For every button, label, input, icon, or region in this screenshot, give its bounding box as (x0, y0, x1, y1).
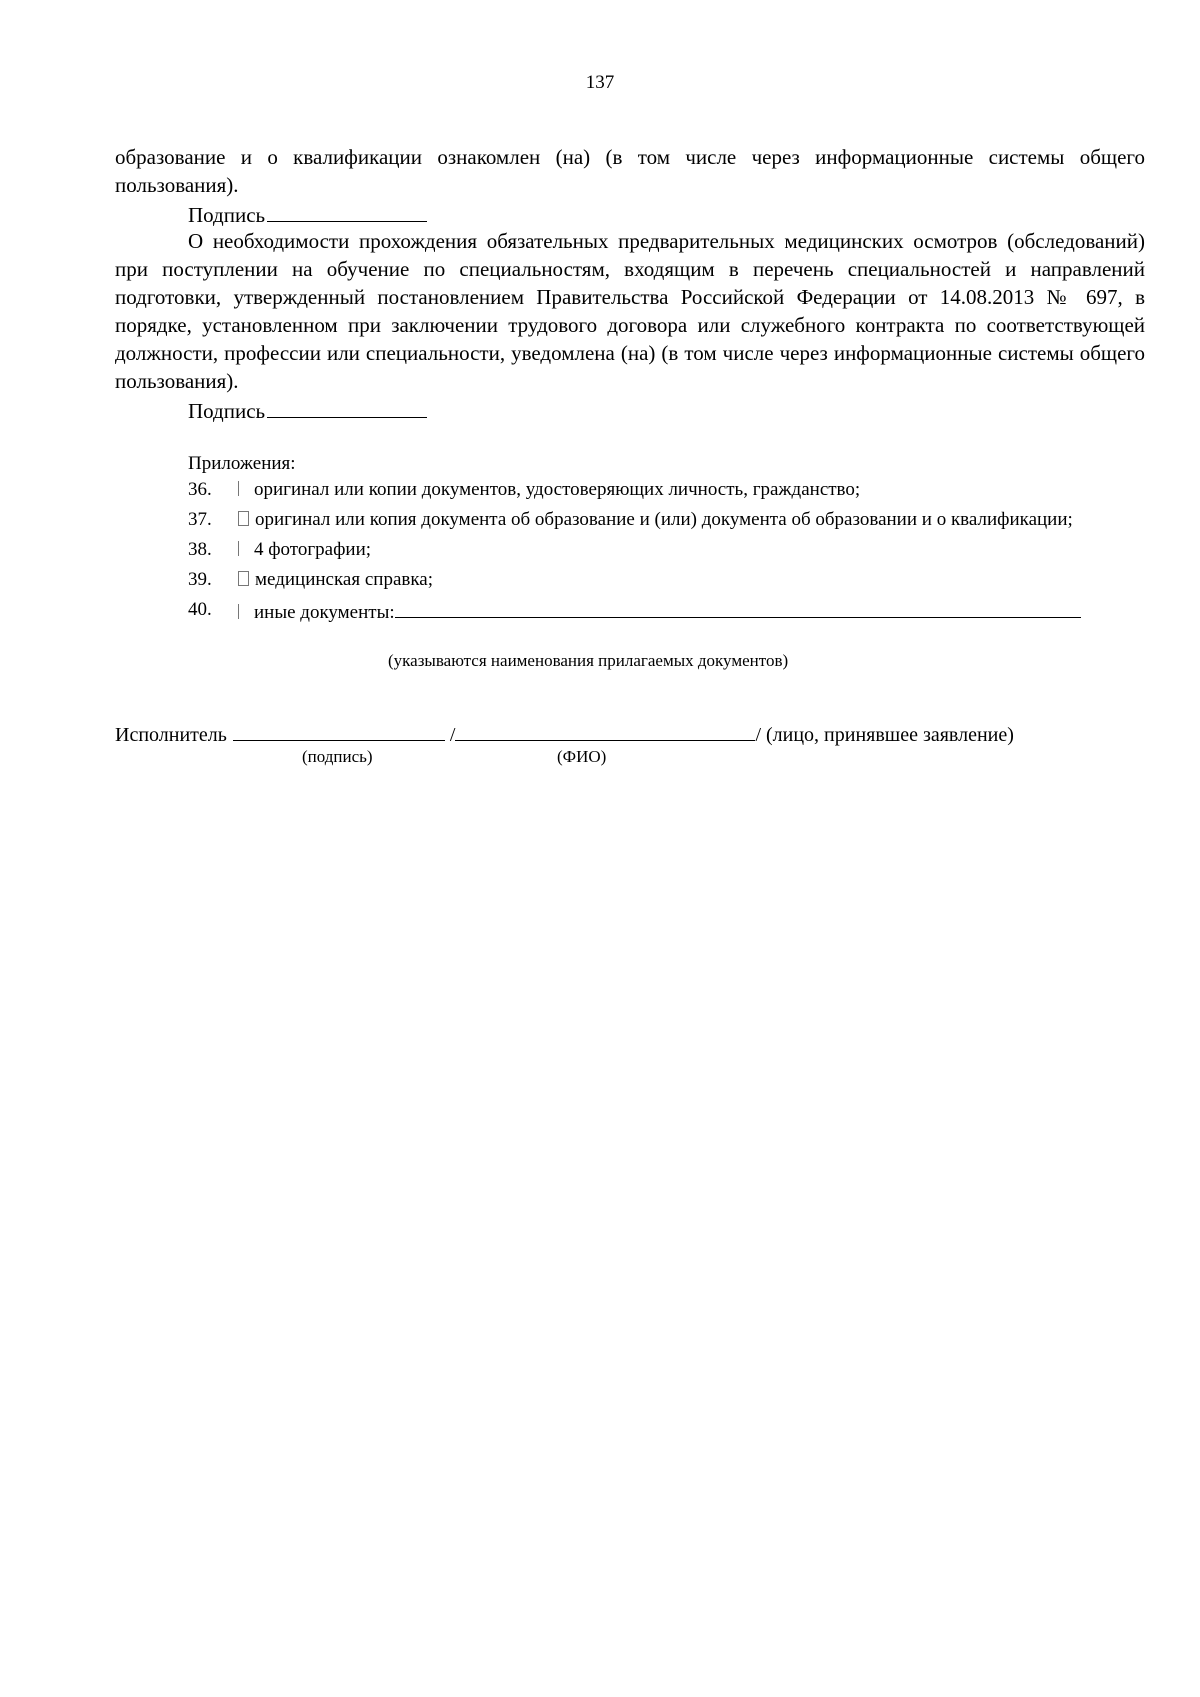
item-number: 36. (188, 479, 212, 500)
item-text: оригинал или копии документов, удостоверяющих личность, гражданство; (254, 479, 861, 500)
item-number: 40. (188, 599, 212, 620)
list-item (188, 597, 1145, 626)
attachments-list (188, 477, 1145, 630)
executor-sign-caption: (подпись) (302, 747, 373, 766)
executor-name-caption: (ФИО) (557, 747, 607, 766)
item-number: 39. (188, 569, 212, 590)
other-docs-caption: (указываются наименования прилагаемых документов) (388, 651, 789, 670)
signature-label: Подпись (188, 399, 266, 423)
item-number: 37. (188, 509, 212, 530)
checkbox-icon[interactable] (238, 541, 248, 556)
list-item (188, 567, 1145, 593)
executor-separator: / (449, 724, 456, 746)
signature-label: Подпись (188, 203, 266, 227)
signature-line-2 (188, 395, 427, 425)
signature-blank (267, 199, 427, 222)
list-item (188, 477, 1145, 503)
list-item (188, 537, 1145, 563)
executor-signature-blank[interactable] (233, 720, 445, 741)
signature-blank (267, 395, 427, 418)
checkbox-icon[interactable] (238, 571, 249, 586)
item-text: 4 фотографии; (254, 539, 372, 560)
attachments-title: Приложения: (188, 453, 296, 474)
executor-name-blank[interactable] (455, 720, 755, 741)
item-text: медицинская справка; (255, 569, 434, 590)
checkbox-icon[interactable] (238, 481, 248, 496)
other-docs-blank[interactable] (395, 597, 1081, 618)
checkbox-icon[interactable] (238, 604, 248, 619)
item-number: 38. (188, 539, 212, 560)
executor-closing: / (лицо, принявшее заявление) (755, 724, 1014, 746)
page-number: 137 (585, 72, 615, 93)
executor-row (115, 720, 1014, 748)
list-item (188, 507, 1145, 533)
item-text: оригинал или копия документа об образование и (или) документа об образовании и о квалификации; (255, 509, 1073, 530)
paragraph-medical-notice: О необходимости прохождения обязательных предварительных медицинских осмотров (обследований) при поступлении на обучение по специальностям, входящим в перечень специальностей и направлений подготовки, утвержденный постановлением Правительства Российской Федерации от 14.08.2013 № 697, в порядке, установленном при заключении трудового договора или служебного контракта по соответствующей должности, профессии или специальности, уведомлена (на) (в том числе через информационные системы общего пользования). (115, 229, 1145, 393)
checkbox-icon[interactable] (238, 511, 249, 526)
executor-label: Исполнитель (115, 724, 227, 746)
paragraph-acknowledgement: образование и о квалификации ознакомлен (на) (в том числе через информационные системы общего пользования). (115, 145, 1145, 197)
signature-line-1 (188, 199, 427, 229)
item-text: иные документы: (254, 602, 395, 623)
